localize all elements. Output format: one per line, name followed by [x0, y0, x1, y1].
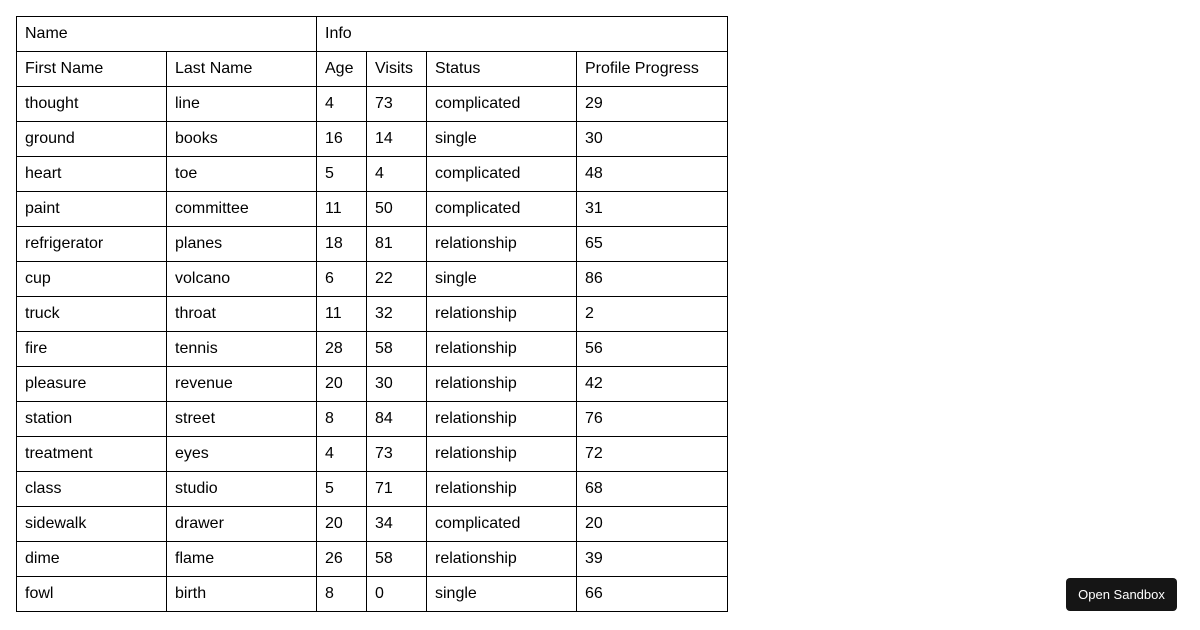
- cell-status: relationship: [427, 227, 577, 262]
- cell-profile-progress: 76: [577, 402, 728, 437]
- cell-last-name: line: [167, 87, 317, 122]
- table-row: [17, 157, 728, 192]
- cell-last-name: tennis: [167, 332, 317, 367]
- cell-status: relationship: [427, 402, 577, 437]
- cell-first-name: heart: [17, 157, 167, 192]
- cell-status: relationship: [427, 332, 577, 367]
- cell-status: relationship: [427, 437, 577, 472]
- cell-last-name: street: [167, 402, 317, 437]
- cell-visits: 50: [367, 192, 427, 227]
- cell-first-name: refrigerator: [17, 227, 167, 262]
- column-header-visits: Visits: [367, 52, 427, 87]
- cell-status: complicated: [427, 192, 577, 227]
- table-row: [17, 402, 728, 437]
- cell-last-name: committee: [167, 192, 317, 227]
- cell-status: complicated: [427, 157, 577, 192]
- cell-age: 4: [317, 437, 367, 472]
- cell-status: relationship: [427, 472, 577, 507]
- cell-first-name: pleasure: [17, 367, 167, 402]
- table-row: [17, 332, 728, 367]
- cell-visits: 84: [367, 402, 427, 437]
- cell-last-name: books: [167, 122, 317, 157]
- cell-profile-progress: 20: [577, 507, 728, 542]
- cell-last-name: throat: [167, 297, 317, 332]
- column-header-status: Status: [427, 52, 577, 87]
- cell-profile-progress: 65: [577, 227, 728, 262]
- table-row: [17, 122, 728, 157]
- column-header-last-name: Last Name: [167, 52, 317, 87]
- cell-visits: 58: [367, 542, 427, 577]
- group-header-name: Name: [17, 17, 317, 52]
- table-row: [17, 297, 728, 332]
- cell-age: 18: [317, 227, 367, 262]
- cell-first-name: fowl: [17, 577, 167, 612]
- cell-profile-progress: 2: [577, 297, 728, 332]
- table-row: [17, 437, 728, 472]
- cell-status: relationship: [427, 367, 577, 402]
- cell-first-name: treatment: [17, 437, 167, 472]
- cell-last-name: studio: [167, 472, 317, 507]
- cell-status: complicated: [427, 87, 577, 122]
- cell-age: 16: [317, 122, 367, 157]
- cell-last-name: toe: [167, 157, 317, 192]
- cell-status: relationship: [427, 542, 577, 577]
- table-row: [17, 542, 728, 577]
- column-header-profile-progress: Profile Progress: [577, 52, 728, 87]
- column-header-age: Age: [317, 52, 367, 87]
- table-header: [17, 17, 728, 87]
- cell-age: 28: [317, 332, 367, 367]
- cell-profile-progress: 68: [577, 472, 728, 507]
- data-table: [16, 16, 728, 612]
- cell-visits: 73: [367, 437, 427, 472]
- cell-profile-progress: 39: [577, 542, 728, 577]
- cell-status: single: [427, 122, 577, 157]
- cell-visits: 81: [367, 227, 427, 262]
- cell-visits: 30: [367, 367, 427, 402]
- cell-visits: 71: [367, 472, 427, 507]
- table-row: [17, 227, 728, 262]
- cell-first-name: truck: [17, 297, 167, 332]
- cell-visits: 22: [367, 262, 427, 297]
- cell-first-name: cup: [17, 262, 167, 297]
- cell-status: single: [427, 577, 577, 612]
- cell-age: 5: [317, 472, 367, 507]
- cell-profile-progress: 72: [577, 437, 728, 472]
- cell-age: 11: [317, 297, 367, 332]
- cell-first-name: fire: [17, 332, 167, 367]
- column-header-first-name: First Name: [17, 52, 167, 87]
- cell-visits: 4: [367, 157, 427, 192]
- cell-visits: 73: [367, 87, 427, 122]
- cell-first-name: dime: [17, 542, 167, 577]
- cell-first-name: sidewalk: [17, 507, 167, 542]
- cell-status: complicated: [427, 507, 577, 542]
- cell-profile-progress: 48: [577, 157, 728, 192]
- cell-profile-progress: 66: [577, 577, 728, 612]
- cell-age: 5: [317, 157, 367, 192]
- cell-age: 4: [317, 87, 367, 122]
- cell-age: 6: [317, 262, 367, 297]
- cell-profile-progress: 56: [577, 332, 728, 367]
- table-row: [17, 87, 728, 122]
- cell-profile-progress: 31: [577, 192, 728, 227]
- table-row: [17, 472, 728, 507]
- table-row: [17, 192, 728, 227]
- cell-first-name: station: [17, 402, 167, 437]
- table-row: [17, 262, 728, 297]
- cell-profile-progress: 42: [577, 367, 728, 402]
- cell-visits: 0: [367, 577, 427, 612]
- table-row: [17, 577, 728, 612]
- cell-status: single: [427, 262, 577, 297]
- cell-last-name: drawer: [167, 507, 317, 542]
- cell-visits: 32: [367, 297, 427, 332]
- cell-first-name: thought: [17, 87, 167, 122]
- cell-last-name: planes: [167, 227, 317, 262]
- group-header-row: [17, 17, 728, 52]
- cell-first-name: paint: [17, 192, 167, 227]
- table-row: [17, 367, 728, 402]
- cell-last-name: volcano: [167, 262, 317, 297]
- group-header-info: Info: [317, 17, 728, 52]
- cell-age: 20: [317, 507, 367, 542]
- cell-first-name: class: [17, 472, 167, 507]
- cell-last-name: revenue: [167, 367, 317, 402]
- cell-status: relationship: [427, 297, 577, 332]
- column-header-row: [17, 52, 728, 87]
- cell-last-name: flame: [167, 542, 317, 577]
- cell-age: 8: [317, 402, 367, 437]
- cell-last-name: birth: [167, 577, 317, 612]
- cell-age: 11: [317, 192, 367, 227]
- cell-visits: 58: [367, 332, 427, 367]
- open-sandbox-button[interactable]: Open Sandbox: [1066, 578, 1177, 611]
- cell-profile-progress: 86: [577, 262, 728, 297]
- table-row: [17, 507, 728, 542]
- cell-visits: 34: [367, 507, 427, 542]
- cell-visits: 14: [367, 122, 427, 157]
- cell-age: 20: [317, 367, 367, 402]
- cell-age: 26: [317, 542, 367, 577]
- cell-profile-progress: 29: [577, 87, 728, 122]
- cell-age: 8: [317, 577, 367, 612]
- table-body: [17, 87, 728, 612]
- cell-last-name: eyes: [167, 437, 317, 472]
- cell-profile-progress: 30: [577, 122, 728, 157]
- cell-first-name: ground: [17, 122, 167, 157]
